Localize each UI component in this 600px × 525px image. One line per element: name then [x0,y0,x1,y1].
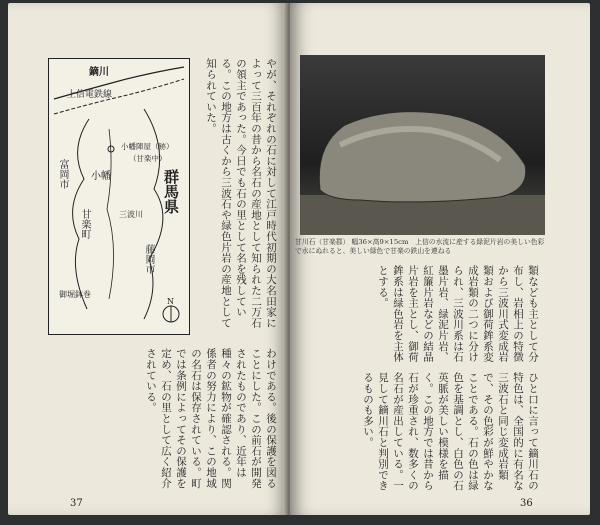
photo-caption: 甘川石（甘楽郡） 幅36×高9×15cm 上信の水流に産する緑泥片岩の美しい色彩で水にぬれると、美しい緑色で甘楽の鉄山を連ねる [295,238,545,255]
map-label-fujioka: 藤岡市 [143,244,154,274]
map-label-obata: 小幡 [91,171,111,182]
map-label-north: N [167,297,174,306]
right-page-number: 36 [520,498,533,509]
map-label-station: 小幡陣屋（跡） [121,142,174,151]
left-text-upper: やが、それぞれの石に対して江戸時代初期の大名田家によって三百年の昔から名石の産地として知られた二万石の領主であった。今日でも石の里として名を残している。この地方は古くから三波石や緑色片岩の産地として知られていた。 [205,58,277,328]
map-label-railway: 上信電鉄線 [67,90,113,100]
map-label-sanbagawa: 三波川 [119,210,143,219]
stone-image [300,55,545,235]
map-label-river: 鏑川 [89,67,109,78]
left-text-lower: わけである。後の保護を図ることにした。この前石が開発されたものであり、近年は種々の鉱物が確認される。関係者の努力により、この地域の名石は保存されている。町では条例によってその保護を定め、石の里として広く紹介されている。 [145,348,277,489]
right-text-lower: ひと口に言って鏑川石の特色は、全国的に有名な三波石と同じ変成岩類で、その色彩が鮮やかなことである。石の色は緑色を基調とし、白色の石英脈が美しい模様を描く。この地方では昔から石が珍重され、数多くの名石が産出している。一見して鏑川石と判別できるものも多い。 [362,372,539,491]
map-label-hoshino: 御堀鉢巻 [59,290,91,299]
left-page-number: 37 [70,498,83,509]
stone-photo [300,55,545,235]
stream-line [107,129,114,299]
map-label-gunma: 群馬県 [162,169,180,214]
map-label-kanra: 甘楽町 [79,209,90,239]
right-text-upper: 類なども主として分布し、岩相上の特徴から三波川式変成岩類および御荷鉾系変成岩類の二つに分けられ、三波川系は石墨片岩、緑泥片岩、紅簾片岩などの結晶片岩を主とし、御荷鉾系は緑色岩を主体とする。 [377,265,539,363]
location-map [48,58,190,335]
map-label-school: （甘楽中） [129,154,167,163]
map-label-tomioka: 富岡市 [57,159,68,189]
